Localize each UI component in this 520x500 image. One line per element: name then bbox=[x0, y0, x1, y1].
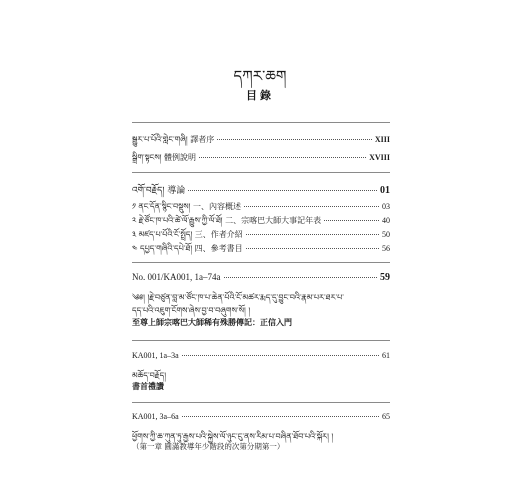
leader-dots bbox=[182, 355, 379, 356]
tibetan-title-line: ཕྱོགས་ཀྱི་ཆ་ཀུན་ཏུ་རྒྱས་པའི་སྐྱེས་ལོ་ཉུང་ངུ་ནས་རིམ་པ་བཞིན་ཐོབ་པའི་སྐོར། ། bbox=[132, 432, 334, 441]
chinese-title: （第一章 圓滿教導年少階段的次第分期第一） bbox=[132, 442, 285, 451]
toc-entry-page: 01 bbox=[380, 185, 390, 196]
divider bbox=[132, 340, 390, 341]
toc-subentry-page: 56 bbox=[382, 244, 390, 253]
leader-dots bbox=[324, 220, 379, 221]
toc-entry-text-2[interactable] bbox=[132, 351, 390, 360]
page-title-tibetan: དཀར་ཆག bbox=[233, 67, 287, 85]
toc-entry-conventions[interactable] bbox=[132, 148, 390, 171]
leader-dots bbox=[246, 248, 379, 249]
leader-dots bbox=[182, 416, 379, 417]
toc-entry-page: XVIII bbox=[369, 153, 390, 162]
toc-entry-page: 61 bbox=[382, 351, 390, 360]
tibetan-title-line: དད་པའི་འཇུག་ངོགས་ཞེས་བྱ་བ་བཞུགས་སོ། ། bbox=[132, 306, 251, 315]
divider bbox=[132, 402, 390, 403]
toc-subentry-label: ༢ རྗེ་ཙོང་ཁ་པའི་ཚེ་ལོ་རྒྱུས་ཀྱི་ལོ་ཐོ། 二、宗喀巴大師大事記年表 bbox=[132, 216, 322, 225]
toc-entry-label: སྒྱུར་པ་པོའི་གླེང་གཞི། 譯者序 bbox=[132, 135, 215, 144]
toc-entry-text-1[interactable] bbox=[132, 272, 390, 283]
toc-subentry[interactable] bbox=[132, 239, 390, 262]
toc-subentry-label: ༤ དཔྱད་གཞིའི་དཔེ་ཐོ། 四、參考書目 bbox=[132, 244, 243, 253]
toc-subentry-label: ༡ ནང་དོན་སྙིང་བསྡུས། 一、內容概述 bbox=[132, 202, 241, 211]
divider bbox=[132, 172, 390, 173]
toc-subentry-label: ༣ མཛད་པ་པོའི་ངོ་སྤྲོད། 三、作者介紹 bbox=[132, 230, 243, 239]
leader-dots bbox=[217, 139, 372, 140]
toc-entry-text-3[interactable] bbox=[132, 412, 390, 421]
leader-dots bbox=[199, 157, 366, 158]
leader-dots bbox=[224, 277, 378, 278]
divider bbox=[132, 262, 390, 263]
chinese-title: 至尊上師宗喀巴大師稀有殊勝傳記：正信入門 bbox=[132, 317, 292, 327]
toc-subentry-page: 03 bbox=[382, 202, 390, 211]
tibetan-title-line: ༄༅། །རྗེ་བཙུན་བླ་མ་ཙོང་ཁ་པ་ཆེན་པོའི་ངོ་མཚར་རྨད་དུ་བྱུང་བའི་རྣམ་པར་ཐར་པ་ bbox=[132, 293, 344, 302]
toc-entry-ref: KA001, 1a–3a bbox=[132, 351, 179, 360]
chinese-title: 書首禮讚 bbox=[132, 381, 164, 391]
toc-entry-ref: No. 001/KA001, 1a–74a bbox=[132, 272, 221, 282]
divider bbox=[132, 122, 390, 123]
toc-subentry-page: 50 bbox=[382, 230, 390, 239]
toc-entry-page: 59 bbox=[380, 272, 390, 283]
toc-entry-page: XIII bbox=[374, 135, 390, 144]
toc-entry-page: 65 bbox=[382, 412, 390, 421]
toc-entry-label: འགོ་བརྗོད། 導論 bbox=[132, 186, 186, 196]
leader-dots bbox=[188, 190, 377, 191]
toc-entry-ref: KA001, 3a–6a bbox=[132, 412, 179, 421]
page-title-chinese: 目錄 bbox=[246, 89, 274, 102]
leader-dots bbox=[244, 206, 379, 207]
tibetan-title-line: མཆོད་བརྗོད། bbox=[132, 371, 167, 380]
toc-subentry-page: 40 bbox=[382, 216, 390, 225]
toc-entry-label: སྒྲིག་སྟངས། 體例說明 bbox=[132, 153, 197, 162]
leader-dots bbox=[246, 234, 379, 235]
